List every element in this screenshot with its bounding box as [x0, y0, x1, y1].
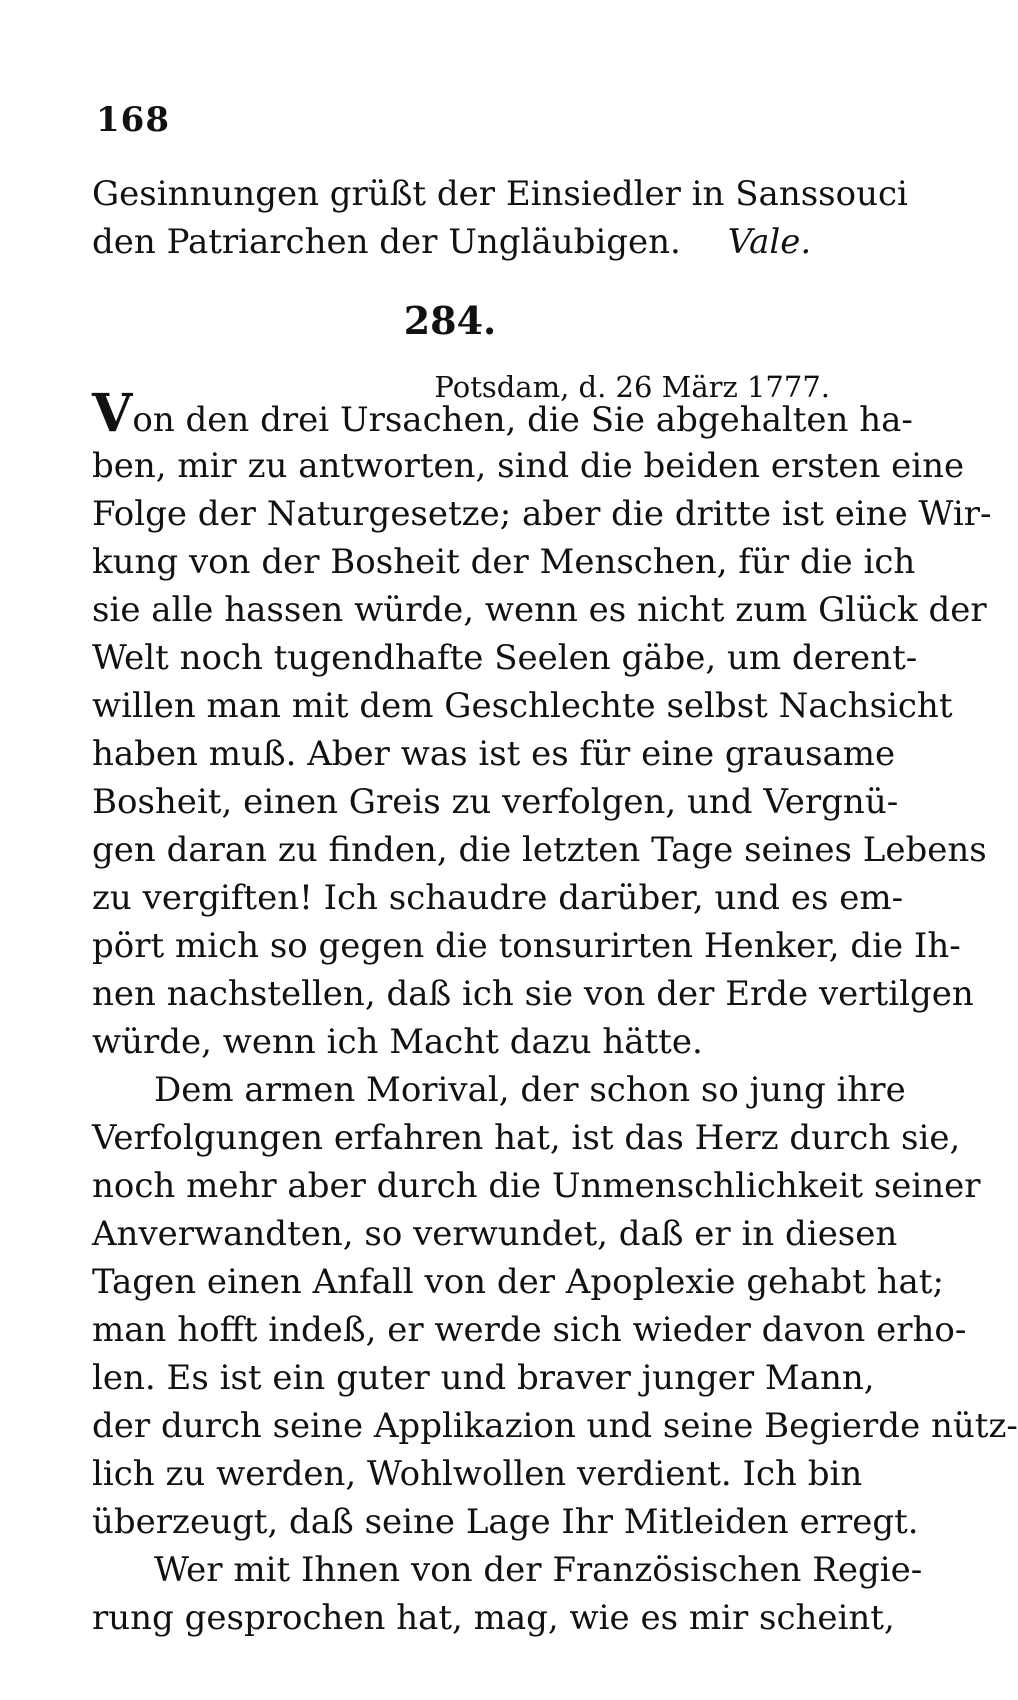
body-line: gen daran zu finden, die letzten Tage seines Lebens [92, 830, 987, 870]
body-line: ben, mir zu antworten, sind die beiden ersten eine [92, 446, 965, 486]
body-line: sie alle hassen würde, wenn es nicht zum Glück der [92, 590, 987, 630]
body-line: man hofft indeß, er werde sich wieder davon erho- [92, 1310, 967, 1350]
body-line: nen nachstellen, daß ich sie von der Erde vertilgen [92, 974, 974, 1014]
body-line-1-text: on den drei Ursachen, die Sie abgehalten ha- [132, 400, 913, 440]
closing-line-2-text: den Patriarchen der Ungläubigen. [92, 222, 681, 262]
body-line: zu vergiften! Ich schaudre darüber, und es em- [92, 878, 904, 918]
body-line: Bosheit, einen Greis zu verfolgen, und Vergnü- [92, 782, 899, 822]
body-line-paragraph-start: Dem armen Morival, der schon so jung ihre [154, 1070, 906, 1110]
dateline: Potsdam, d. 26 März 1777. [434, 370, 830, 404]
body-line: Verfolgungen erfahren hat, ist das Herz durch sie, [92, 1118, 961, 1158]
initial-letter: V [92, 383, 133, 444]
page-number: 168 [96, 100, 170, 140]
body-line: lich zu werden, Wohlwollen verdient. Ich bin [92, 1454, 863, 1494]
body-line: Welt noch tugendhafte Seelen gäbe, um derent- [92, 638, 918, 678]
closing-vale: Vale. [727, 222, 812, 262]
letter-number: 284. [403, 298, 497, 343]
closing-line-2 [92, 218, 832, 266]
body-line: kung von der Bosheit der Menschen, für die ich [92, 542, 916, 582]
body-line: rung gesprochen hat, mag, wie es mir scheint, [92, 1598, 895, 1638]
closing-line-1: Gesinnungen grüßt der Einsiedler in Sanssouci [92, 174, 908, 214]
body-line: der durch seine Applikazion und seine Begierde nütz- [92, 1406, 1018, 1446]
body-line: pört mich so gegen die tonsurirten Henker, die Ih- [92, 926, 961, 966]
body-line: willen man mit dem Geschlechte selbst Nachsicht [92, 686, 953, 726]
body-line-paragraph-end: überzeugt, daß seine Lage Ihr Mitleiden erregt. [92, 1502, 919, 1542]
body-line-paragraph-start: Wer mit Ihnen von der Französischen Regie- [154, 1550, 923, 1590]
body-line: len. Es ist ein guter und braver junger Mann, [92, 1358, 875, 1398]
body-line: Tagen einen Anfall von der Apoplexie gehabt hat; [92, 1262, 944, 1302]
body-line: haben muß. Aber was ist es für eine grausame [92, 734, 896, 774]
body-line: noch mehr aber durch die Unmenschlichkeit seiner [92, 1166, 981, 1206]
body-line: Folge der Naturgesetze; aber die dritte ist eine Wir- [92, 494, 992, 534]
body-line-paragraph-end: würde, wenn ich Macht dazu hätte. [92, 1022, 703, 1062]
body-line: Anverwandten, so verwundet, daß er in diesen [92, 1214, 898, 1254]
